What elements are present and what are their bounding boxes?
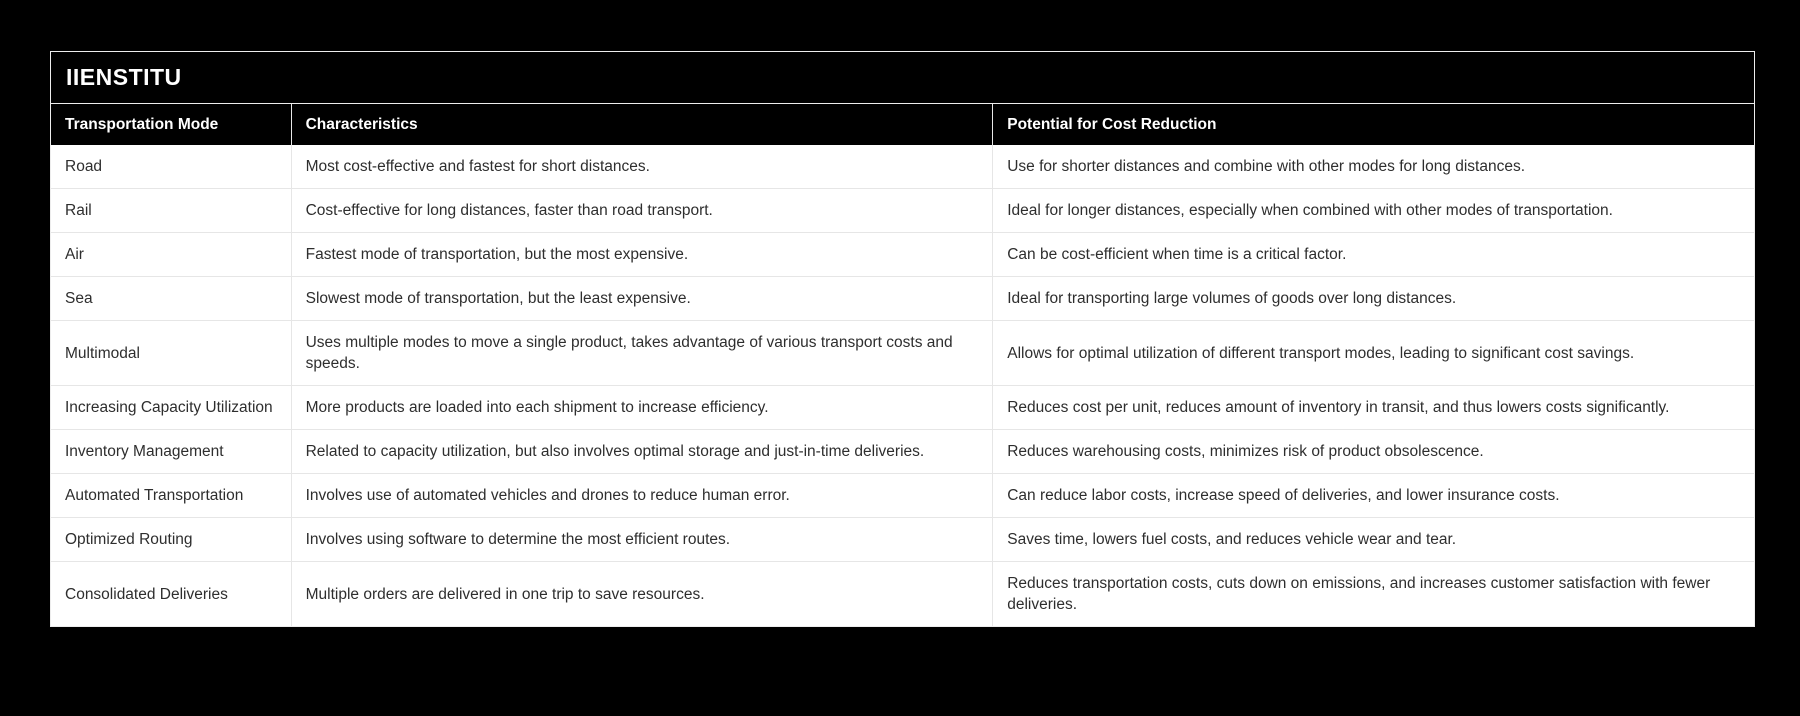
cell-characteristics: Slowest mode of transportation, but the least expensive.	[291, 277, 993, 321]
table-row	[51, 430, 1754, 474]
cell-cost-reduction: Can reduce labor costs, increase speed of deliveries, and lower insurance costs.	[993, 474, 1754, 518]
brand-title: IIENSTITU	[51, 52, 1754, 104]
table-row	[51, 277, 1754, 321]
table-row	[51, 386, 1754, 430]
cell-mode: Road	[51, 145, 291, 189]
table-card	[50, 51, 1755, 627]
cell-characteristics: Involves use of automated vehicles and drones to reduce human error.	[291, 474, 993, 518]
column-header-cost-reduction: Potential for Cost Reduction	[993, 104, 1754, 145]
cell-mode: Inventory Management	[51, 430, 291, 474]
cell-characteristics: Cost-effective for long distances, faster than road transport.	[291, 189, 993, 233]
cell-cost-reduction: Can be cost-efficient when time is a critical factor.	[993, 233, 1754, 277]
cell-cost-reduction: Reduces warehousing costs, minimizes risk of product obsolescence.	[993, 430, 1754, 474]
cell-characteristics: Related to capacity utilization, but also involves optimal storage and just-in-time deliveries.	[291, 430, 993, 474]
cell-characteristics: Involves using software to determine the most efficient routes.	[291, 518, 993, 562]
table-header-row	[51, 104, 1754, 145]
table-row	[51, 321, 1754, 386]
cell-characteristics: More products are loaded into each shipment to increase efficiency.	[291, 386, 993, 430]
cell-characteristics: Multiple orders are delivered in one trip to save resources.	[291, 562, 993, 627]
cell-cost-reduction: Allows for optimal utilization of different transport modes, leading to significant cost savings.	[993, 321, 1754, 386]
transportation-cost-table	[51, 104, 1754, 626]
cell-mode: Multimodal	[51, 321, 291, 386]
column-header-transportation-mode: Transportation Mode	[51, 104, 291, 145]
cell-mode: Consolidated Deliveries	[51, 562, 291, 627]
cell-mode: Increasing Capacity Utilization	[51, 386, 291, 430]
cell-cost-reduction: Ideal for transporting large volumes of goods over long distances.	[993, 277, 1754, 321]
table-row	[51, 189, 1754, 233]
table-row	[51, 518, 1754, 562]
table-row	[51, 233, 1754, 277]
cell-cost-reduction: Use for shorter distances and combine with other modes for long distances.	[993, 145, 1754, 189]
cell-mode: Automated Transportation	[51, 474, 291, 518]
cell-characteristics: Fastest mode of transportation, but the most expensive.	[291, 233, 993, 277]
cell-cost-reduction: Ideal for longer distances, especially when combined with other modes of transportation.	[993, 189, 1754, 233]
cell-characteristics: Uses multiple modes to move a single product, takes advantage of various transport costs and speeds.	[291, 321, 993, 386]
table-row	[51, 474, 1754, 518]
cell-mode: Optimized Routing	[51, 518, 291, 562]
cell-mode: Sea	[51, 277, 291, 321]
cell-mode: Air	[51, 233, 291, 277]
table-row	[51, 145, 1754, 189]
cell-cost-reduction: Reduces transportation costs, cuts down on emissions, and increases customer satisfaction with fewer deliveries.	[993, 562, 1754, 627]
table-row	[51, 562, 1754, 627]
cell-cost-reduction: Saves time, lowers fuel costs, and reduces vehicle wear and tear.	[993, 518, 1754, 562]
cell-cost-reduction: Reduces cost per unit, reduces amount of inventory in transit, and thus lowers costs significantly.	[993, 386, 1754, 430]
column-header-characteristics: Characteristics	[291, 104, 993, 145]
cell-mode: Rail	[51, 189, 291, 233]
cell-characteristics: Most cost-effective and fastest for short distances.	[291, 145, 993, 189]
